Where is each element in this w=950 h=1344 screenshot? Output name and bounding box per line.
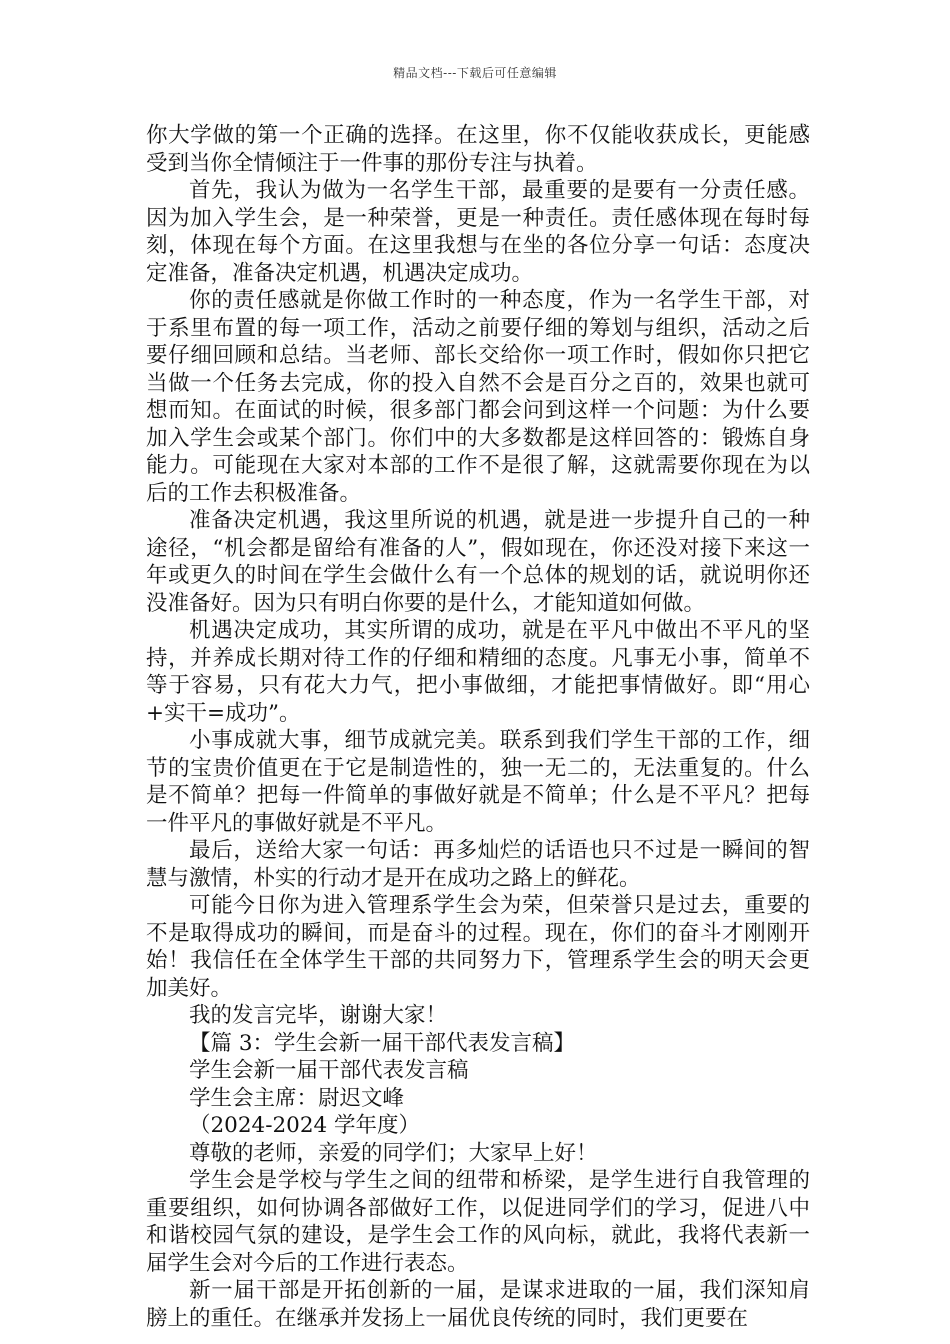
paragraph: 小事成就大事，细节成就完美。联系到我们学生干部的工作，细节的宝贵价值更在于它是制造性的，独一无二的，无法重复的。什么是不简单？把每一件简单的事做好就是不简单；什么是不平凡？把每一件平凡的事做好就是不平凡。	[146, 728, 810, 836]
paragraph: 最后，送给大家一句话：再多灿烂的话语也只不过是一瞬间的智慧与激情，朴实的行动才是开在成功之路上的鲜花。	[146, 838, 810, 891]
paragraph: （2024-2024 学年度）	[189, 1113, 421, 1138]
paragraph: 学生会主席：尉迟文峰	[189, 1085, 405, 1111]
paragraph: 可能今日你为进入管理系学生会为荣，但荣誉只是过去，重要的不是取得成功的瞬间，而是奋斗的过程。现在，你们的奋斗才刚刚开始！我信任在全体学生干部的共同努力下，管理系学生会的明天会更加美好。	[146, 893, 810, 1001]
paragraph: 你的责任感就是你做工作时的一种态度，作为一名学生干部，对于系里布置的每一项工作，活动之前要仔细的筹划与组织，活动之后要仔细回顾和总结。当老师、部长交给你一项工作时，假如你只把它当做一个任务去完成，你的投入自然不会是百分之百的，效果也就可想而知。在面试的时候，很多部门都会问到这样一个问题：为什么要加入学生会或某个部门。你们中的大多数都是这样回答的：锻炼自身能力。可能现在大家对本部的工作不是很了解，这就需要你现在为以后的工作去积极准备。	[146, 288, 810, 506]
paragraph: 首先，我认为做为一名学生干部，最重要的是要有一分责任感。因为加入学生会，是一种荣誉，更是一种责任。责任感体现在每时每刻，体现在每个方面。在这里我想与在坐的各位分享一句话：态度决定准备，准备决定机遇，机遇决定成功。	[146, 178, 810, 286]
paragraph: 学生会是学校与学生之间的纽带和桥梁，是学生进行自我管理的重要组织，如何协调各部做好工作，以促进同学们的学习，促进八中和谐校园气氛的建设，是学生会工作的风向标，就此，我将代表新一届学生会对今后的工作进行表态。	[146, 1168, 810, 1276]
paragraph: 尊敬的老师，亲爱的同学们；大家早上好！	[189, 1140, 598, 1166]
paragraph: 我的发言完毕，谢谢大家！	[189, 1003, 448, 1028]
page-header: 精品文档---下载后可任意编辑	[393, 66, 557, 80]
paragraph: 【篇 3：学生会新一届干部代表发言稿】	[189, 1030, 576, 1056]
paragraph: 准备决定机遇，我这里所说的机遇，就是进一步提升自己的一种 途径，“机会都是留给有准备的人”，假如现在，你还没对接下来这一年或更久的时间在学生会做什么有一个总体的规划的话，就说明你还没准备好。因为只有明白你要的是什么，才能知道如何做。	[146, 508, 810, 616]
paragraph: 新一届干部是开拓创新的一届，是谋求进取的一届，我们深知肩膀上的重任。在继承并发扬上一届优良传统的同时，我们更要在	[146, 1278, 810, 1331]
paragraph: 机遇决定成功，其实所谓的成功，就是在平凡中做出不平凡的坚持，并养成长期对待工作的仔细和精细的态度。凡事无小事，简单不等于容易，只有花大力气，把小事做细，才能把事情做好。即“用心+实干=成功”。	[146, 618, 810, 726]
paragraph: 学生会新一届干部代表发言稿	[189, 1058, 469, 1083]
document-body	[146, 122, 810, 1332]
paragraph: 你大学做的第一个正确的选择。在这里，你不仅能收获成长，更能感受到当你全情倾注于一件事的那份专注与执着。	[146, 123, 810, 176]
